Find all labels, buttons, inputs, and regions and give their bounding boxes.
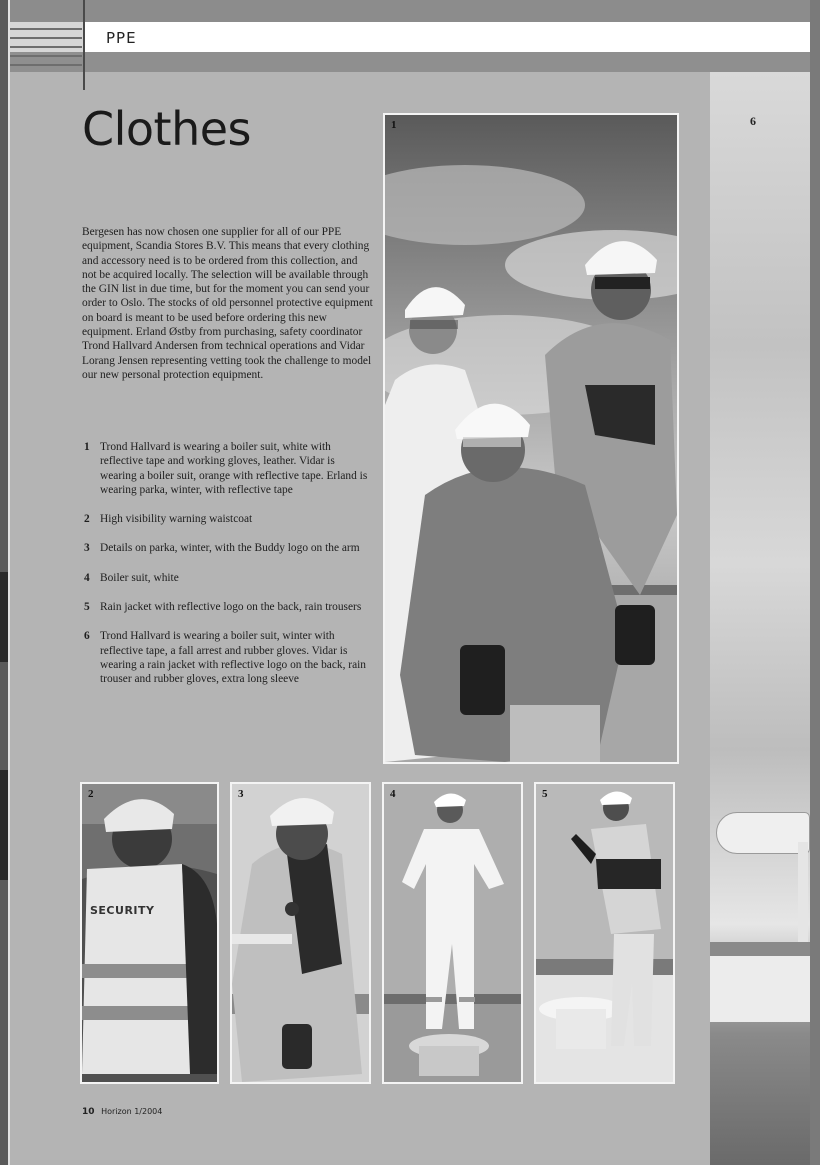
- caption-number: 2: [84, 513, 90, 526]
- caption-text: Rain jacket with reflective logo on the back, rain trousers: [100, 601, 362, 614]
- boiler-suit-photo-illustration: [384, 784, 521, 1082]
- caption-item: [84, 600, 374, 614]
- page-footer: [82, 1107, 162, 1117]
- edge-mark: [0, 770, 8, 880]
- header-divider: [83, 0, 85, 90]
- caption-item: [84, 541, 374, 555]
- caption-item: [84, 512, 374, 526]
- header-band-bottom: [10, 52, 810, 72]
- photo-1-group: [383, 113, 679, 764]
- caption-number: 3: [84, 542, 90, 555]
- photo-5-rain-jacket: [534, 782, 675, 1084]
- section-label: PPE: [106, 29, 137, 47]
- rain-jacket-photo-illustration: [536, 784, 673, 1082]
- caption-number: 1: [84, 441, 90, 453]
- photo-label: 2: [88, 788, 94, 800]
- photo-4-boiler-suit: [382, 782, 523, 1084]
- caption-text: Trond Hallvard is wearing a boiler suit, white with reflective tape and working gloves, leather. Vidar is wearing a boiler suit, orange with reflective tape. Erland is wearing parka, winter, with reflective tape: [100, 441, 368, 496]
- header-band-top: [10, 0, 810, 22]
- group-photo-illustration: [385, 115, 677, 762]
- photo-label: 4: [390, 788, 396, 800]
- header-stripes: [10, 28, 82, 68]
- photo-label: 3: [238, 788, 244, 800]
- caption-item: [84, 629, 374, 686]
- edge-mark: [0, 572, 8, 662]
- caption-list: [84, 440, 374, 702]
- vest-photo-illustration: [82, 784, 217, 1082]
- photo-2-security-vest: [80, 782, 219, 1084]
- intro-paragraph: Bergesen has now chosen one supplier for all of our PPE equipment, Scandia Stores B.V. This means that every clothing and accessory need is to be ordered from this collection, and not be acquired locally. The selection will be available through the GIN list in due time, but for the moment you can send your order to Oslo. The stocks of old personnel protective equipment on board is meant to be used before ordering this new equipment. Erland Østby from purchasing, safety coordinator Trond Hallvard Andersen from technical operations and Vidar Lorang Jensen representing vetting took the challenge to model our new personal protection equipment.: [82, 226, 373, 381]
- photo-label: 5: [542, 788, 548, 800]
- caption-text: Details on parka, winter, with the Buddy logo on the arm: [100, 542, 360, 555]
- binding-edge-highlight: [8, 0, 10, 1165]
- caption-number: 6: [84, 630, 90, 643]
- caption-text: High visibility warning waistcoat: [100, 513, 253, 526]
- page-title: Clothes: [82, 102, 251, 156]
- vest-text: SECURITY: [90, 904, 155, 917]
- parka-photo-illustration: [232, 784, 369, 1082]
- mooring-bollard-shape: [716, 812, 810, 854]
- page-edge-right: [810, 0, 820, 1165]
- caption-number: 5: [84, 601, 90, 614]
- footer-page-number: 10: [82, 1107, 95, 1117]
- next-page-photo-edge: [710, 72, 810, 1165]
- header-bar: [84, 22, 812, 52]
- caption-text: Boiler suit, white: [100, 571, 179, 584]
- caption-item: [84, 440, 374, 497]
- caption-number: 4: [84, 571, 90, 584]
- page-number: 6: [750, 114, 756, 128]
- photo-3-parka: [230, 782, 371, 1084]
- caption-item: [84, 571, 374, 585]
- photo-label: 1: [391, 119, 397, 131]
- caption-text: Trond Hallvard is wearing a boiler suit, winter with reflective tape, a fall arrest and rubber gloves. Vidar is wearing a rain jacket with reflective logo on the back, rain trouser and rubber gloves, extra long sleeve: [100, 630, 366, 686]
- footer-publication: Horizon 1/2004: [101, 1107, 163, 1116]
